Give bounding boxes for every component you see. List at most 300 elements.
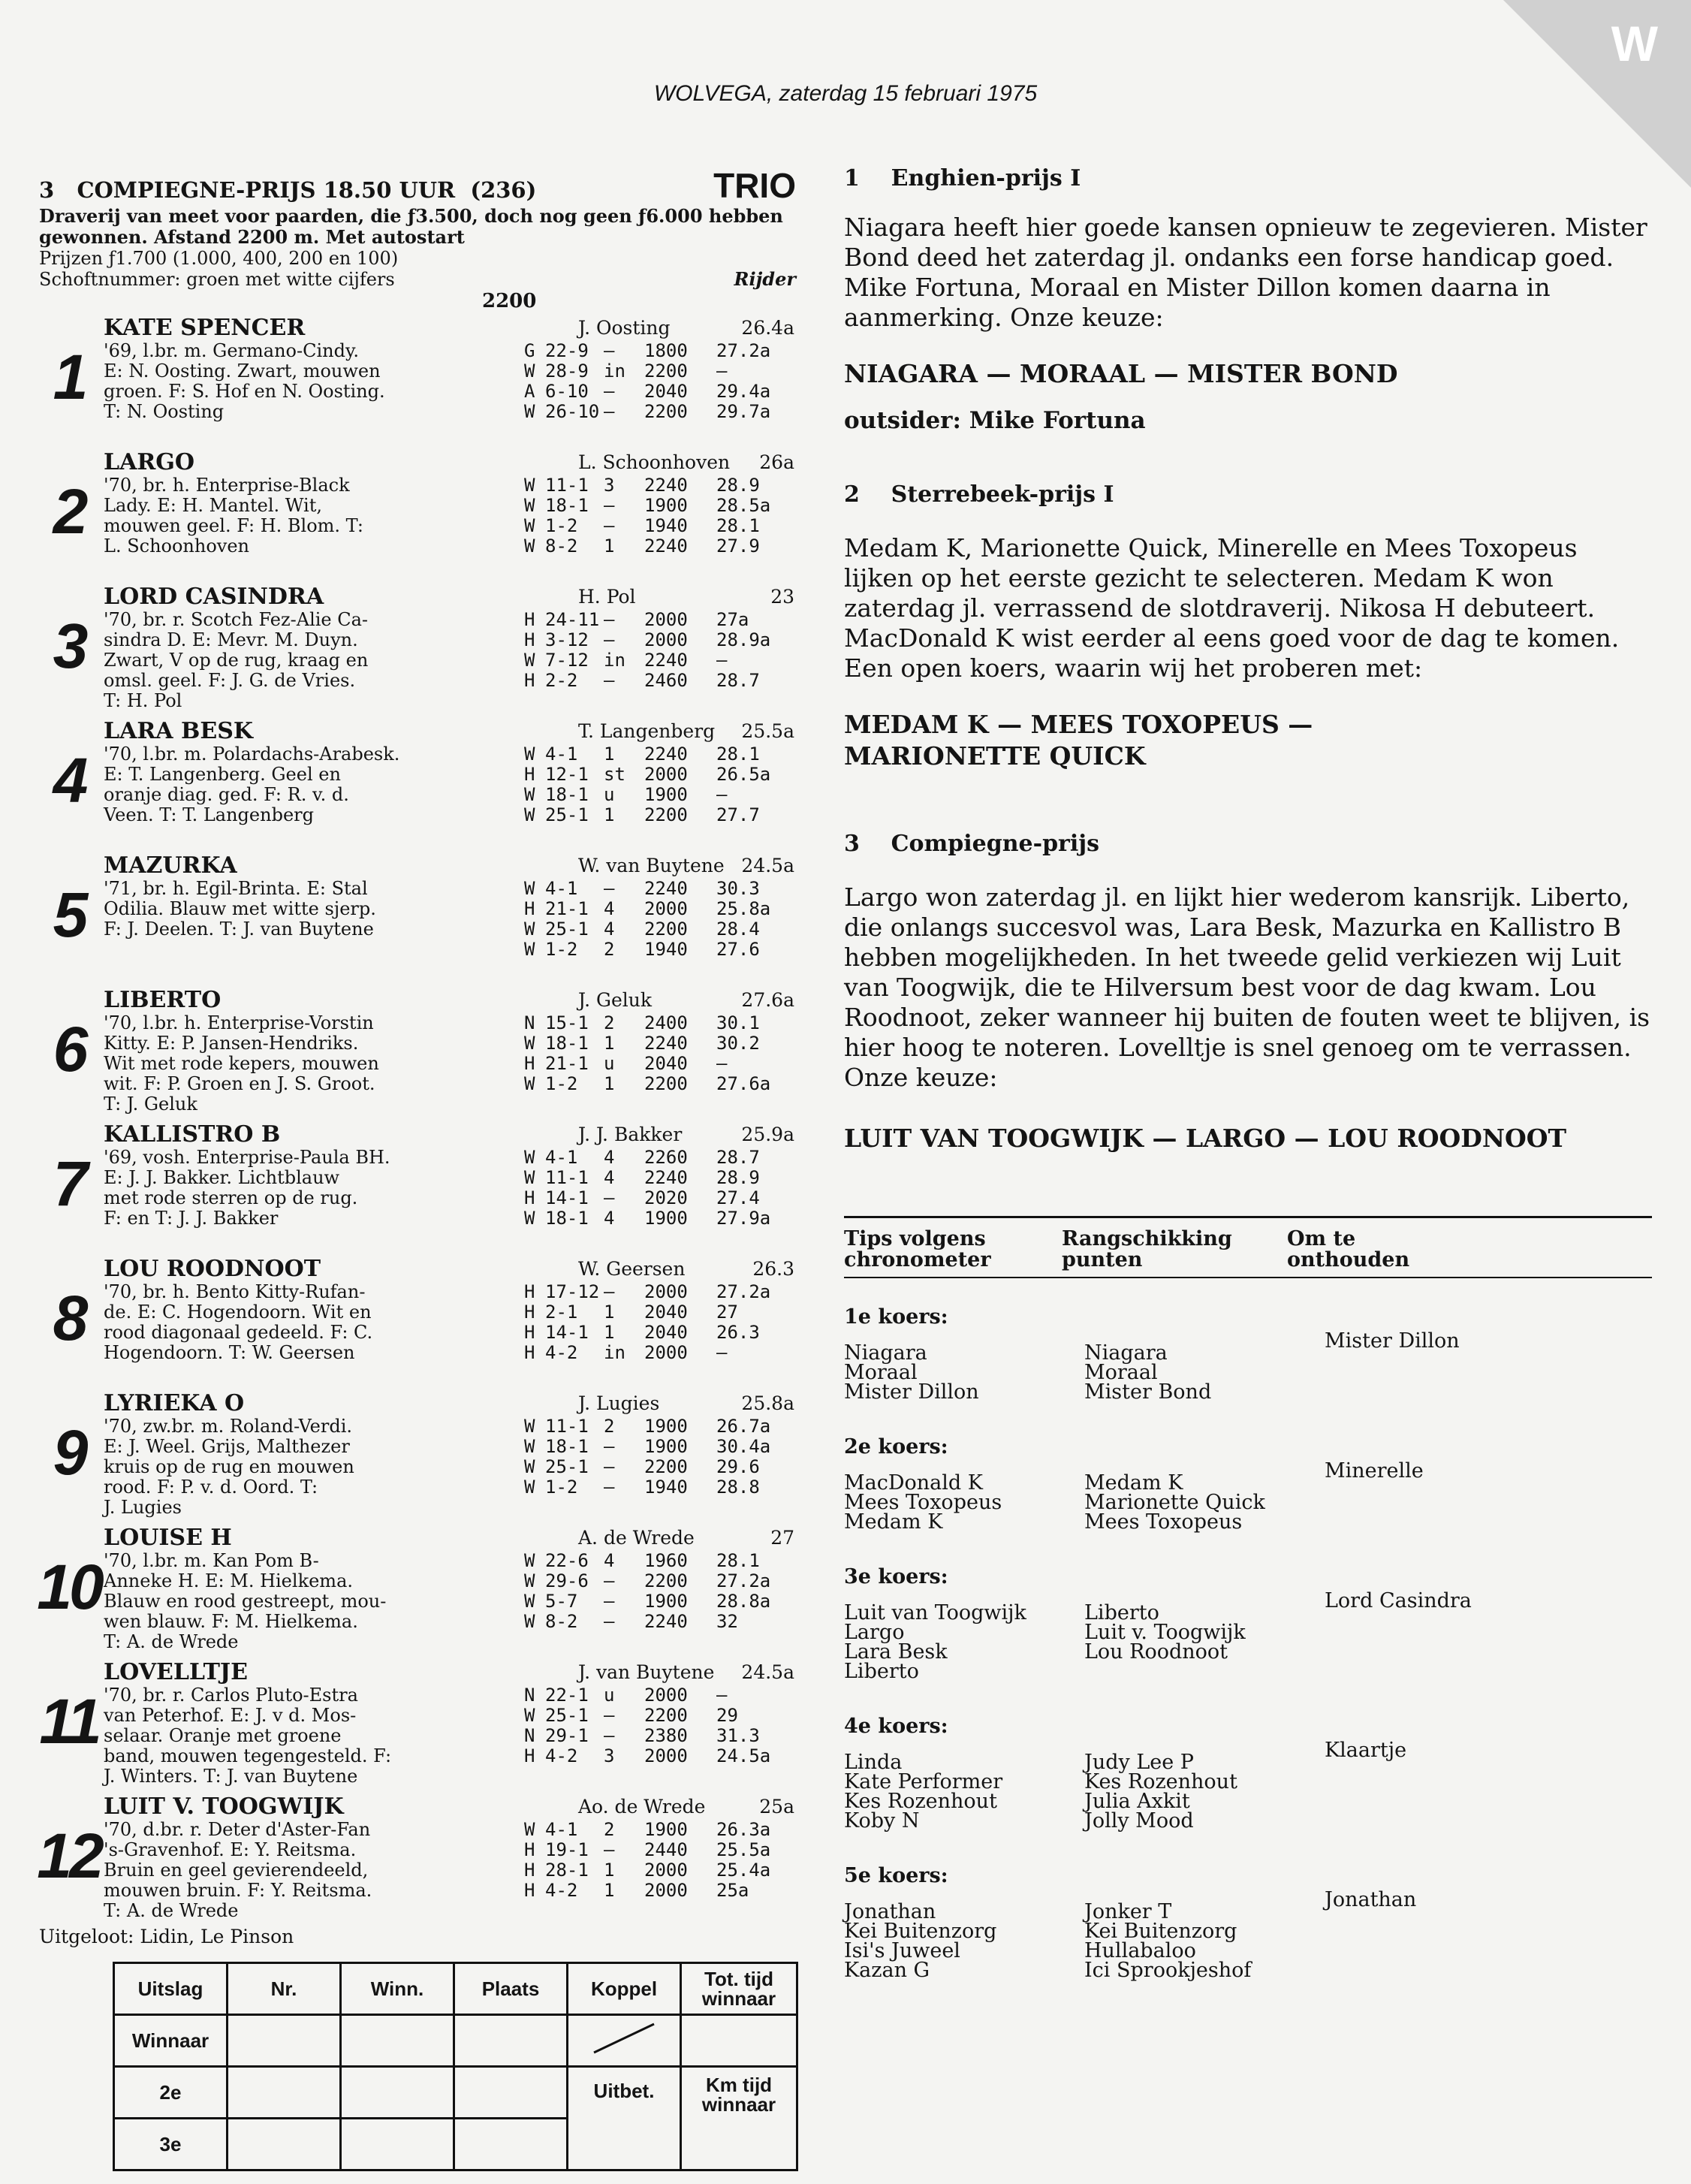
perf-cell: 2-2	[545, 670, 578, 691]
perf-cell: W	[524, 650, 535, 671]
perf-row	[524, 1013, 776, 1033]
perf-row	[524, 1457, 776, 1477]
entry-desc-line: '70, zw.br. m. Roland-Verdi.	[104, 1416, 352, 1437]
perf-cell: W	[524, 1591, 535, 1612]
perf-cell: W	[524, 1073, 535, 1094]
perf-cell: 2440	[644, 1839, 688, 1860]
perf-cell: 11-1	[545, 475, 589, 496]
entry-perf	[524, 1820, 776, 1921]
entry-name: LIBERTO	[104, 987, 222, 1013]
entry-desc	[104, 1820, 524, 1921]
entry-name: LYRIEKA O	[104, 1390, 245, 1416]
koers-punten: Niagara Moraal Mister Bond	[1084, 1341, 1212, 1404]
perf-cell: 28.8a	[716, 1591, 771, 1612]
entry-desc	[104, 341, 524, 422]
koers-punten: Liberto Luit v. Toogwijk Lou Roodnoot	[1084, 1601, 1246, 1664]
perf-cell: 22-9	[545, 340, 589, 361]
perf-cell: 2000	[644, 1745, 688, 1766]
perf-cell: 2020	[644, 1187, 688, 1208]
perf-cell: 1	[604, 1302, 615, 1323]
result-cell[interactable]	[454, 2119, 568, 2170]
perf-cell: 1940	[644, 515, 688, 536]
entry-desc	[104, 1148, 524, 1229]
perf-cell: 27a	[716, 609, 749, 630]
tip-heading: 3 Compiegne-prijs	[844, 831, 1099, 857]
entry-perf	[524, 1685, 776, 1787]
perf-cell: 24.5a	[716, 1745, 771, 1766]
perf-cell: 3	[604, 475, 615, 496]
race-entry	[39, 315, 803, 447]
perf-cell: 28.9	[716, 1167, 760, 1188]
entry-desc	[104, 1416, 524, 1518]
entry-rating: 27	[770, 1527, 794, 1549]
perf-row	[524, 1860, 776, 1881]
perf-cell: W	[524, 784, 535, 805]
entry-number: 11	[39, 1686, 99, 1757]
perf-cell: H	[524, 1342, 535, 1363]
perf-row	[524, 1208, 776, 1229]
entry-number: 12	[37, 1821, 101, 1891]
perf-cell: 2000	[644, 898, 688, 919]
entry-desc-line: band, mouwen tegengesteld. F:	[104, 1745, 392, 1766]
perf-cell: —	[604, 1281, 615, 1302]
perf-cell: 2040	[644, 1322, 688, 1343]
entry-perf	[524, 1013, 776, 1115]
entry-desc-line: '69, vosh. Enterprise-Paula BH.	[104, 1147, 390, 1168]
result-header: Koppel	[568, 1963, 681, 2015]
perf-cell: N	[524, 1012, 535, 1033]
perf-cell: 1	[604, 804, 615, 825]
perf-cell: 1940	[644, 939, 688, 960]
tip-pick: MEDAM K — MEES TOXOPEUS — MARIONETTE QUICK	[844, 710, 1313, 771]
entry-desc-line: Odilia. Blauw met witte sjerp.	[104, 898, 376, 919]
entry-perf	[524, 1148, 776, 1229]
entry-desc-line: rood diagonaal gedeeld. F: C.	[104, 1322, 373, 1343]
perf-cell: —	[604, 1611, 615, 1632]
entry-desc-line: E: N. Oosting. Zwart, mouwen	[104, 360, 381, 382]
entry-desc-line: T: H. Pol	[104, 690, 182, 711]
result-header: Plaats	[454, 1963, 568, 2015]
entry-rating: 25.8a	[741, 1392, 794, 1414]
perf-cell: 2040	[644, 1302, 688, 1323]
perf-cell: 2240	[644, 475, 688, 496]
perf-cell: 26.5a	[716, 764, 771, 785]
perf-cell: 2000	[644, 1281, 688, 1302]
perf-cell: 1900	[644, 784, 688, 805]
tip-pick: LUIT VAN TOOGWIJK — LARGO — LOU ROODNOOT	[844, 1124, 1567, 1153]
entry-desc-line: de. E: C. Hogendoorn. Wit en	[104, 1302, 372, 1323]
perf-cell: 22-6	[545, 1550, 589, 1571]
result-cell[interactable]	[228, 2015, 341, 2067]
perf-cell: W	[524, 1550, 535, 1571]
koers-block	[844, 1864, 1652, 1980]
perf-cell: 1	[604, 1073, 615, 1094]
entry-perf	[524, 610, 776, 711]
entry-desc-line: Kitty. E: P. Jansen-Hendriks.	[104, 1033, 359, 1054]
entry-number: 6	[53, 1014, 86, 1084]
koers-onthouden: Klaartje	[1325, 1739, 1407, 1762]
perf-cell: W	[524, 360, 535, 382]
perf-row	[524, 1188, 776, 1208]
result-cell[interactable]	[454, 2067, 568, 2119]
perf-row	[524, 1881, 776, 1901]
koers-chronometer: Jonathan Kei Buitenzorg Isi's Juweel Kazan G	[844, 1900, 997, 1982]
dateline: WOLVEGA, zaterdag 15 februari 1975	[653, 81, 1038, 106]
perf-cell: 8-2	[545, 535, 578, 557]
slash-mark	[568, 2015, 681, 2067]
entry-desc-line: Veen. T: T. Langenberg	[104, 804, 314, 825]
perf-cell: W	[524, 919, 535, 940]
withdrawn-note: Uitgeloot: Lidin, Le Pinson	[39, 1926, 294, 1947]
perf-cell: 2200	[644, 804, 688, 825]
perf-row	[524, 1685, 776, 1706]
perf-cell: W	[524, 401, 535, 422]
entry-desc-line: '70, br. h. Bento Kitty-Rufan-	[104, 1281, 366, 1302]
perf-row	[524, 382, 776, 402]
race-entry	[39, 1794, 803, 1926]
entry-driver: J. J. Bakker	[578, 1124, 683, 1145]
perf-row	[524, 536, 776, 557]
race-entry	[39, 1525, 803, 1657]
tip-heading: 2 Sterrebeek-prijs I	[844, 481, 1114, 508]
tips-column	[844, 165, 1652, 1980]
perf-cell: —	[604, 670, 615, 691]
perf-cell: 30.1	[716, 1012, 760, 1033]
koers-onthouden: Lord Casindra	[1325, 1589, 1472, 1612]
perf-cell: 2000	[644, 764, 688, 785]
entry-perf	[524, 475, 776, 557]
perf-row	[524, 402, 776, 422]
grid-headings	[844, 1229, 1652, 1271]
perf-cell: 28.7	[716, 670, 760, 691]
entry-desc	[104, 1013, 524, 1115]
entry-desc-line: Lady. E: H. Mantel. Wit,	[104, 495, 322, 516]
tip-text: Largo won zaterdag jl. en lijkt hier wederom kansrijk. Liberto, die onlangs succesvol was, Lara Besk, Mazurka en Kallistro B hebben mogelijkheden. In het tweede gelid verkiezen wij Luit van Toogwijk, die te Hilversum best voor de dag kwam. Lou Roodnoot, zeker wanneer hij buiten de fouten weet te blijven, is hier hoog te noteren. Lovelltje is snel genoeg om te verrassen. Onze keuze:	[844, 882, 1650, 1092]
perf-cell: 21-1	[545, 1053, 589, 1074]
entry-perf	[524, 744, 776, 825]
koers-label: 4e koers:	[844, 1715, 948, 1738]
perf-cell: H	[524, 609, 535, 630]
perf-cell: 4	[604, 919, 615, 940]
perf-cell: 30.2	[716, 1033, 760, 1054]
koers-punten: Medam K Marionette Quick Mees Toxopeus	[1084, 1471, 1265, 1534]
entry-desc-line: kruis op de rug en mouwen	[104, 1456, 354, 1477]
entry-rating: 25.5a	[741, 720, 794, 742]
entry-desc	[104, 879, 524, 960]
result-header: Tot. tijd winnaar	[681, 1963, 797, 2015]
perf-cell: —	[604, 878, 615, 899]
perf-cell: —	[604, 340, 615, 361]
perf-cell: in	[604, 360, 625, 382]
perf-cell: 27.6	[716, 939, 760, 960]
perf-cell: 4-2	[545, 1880, 578, 1901]
perf-cell: 28-9	[545, 360, 589, 382]
perf-row	[524, 1302, 776, 1323]
entry-driver: T. Langenberg	[578, 720, 716, 742]
entry-desc-line: Bruin en geel gevierendeeld,	[104, 1860, 369, 1881]
perf-cell: 1900	[644, 495, 688, 516]
entry-number: 1	[53, 342, 86, 412]
perf-cell: 4-1	[545, 1147, 578, 1168]
perf-cell: 27.4	[716, 1187, 760, 1208]
entry-desc-line: wen blauw. F: M. Hielkema.	[104, 1611, 358, 1632]
result-cell[interactable]	[341, 2067, 454, 2119]
koers-label: 1e koers:	[844, 1305, 948, 1329]
perf-cell: 1900	[644, 1436, 688, 1457]
perf-cell: 26.3a	[716, 1819, 771, 1840]
perf-cell: G	[524, 340, 535, 361]
perf-row	[524, 1148, 776, 1168]
perf-cell: A	[524, 381, 535, 402]
perf-cell: 27.9	[716, 535, 760, 557]
perf-cell: 18-1	[545, 784, 589, 805]
perf-cell: H	[524, 1187, 535, 1208]
perf-cell: 17-12	[545, 1281, 600, 1302]
result-table	[113, 1962, 798, 2171]
entry-rating: 24.5a	[741, 1661, 794, 1683]
entry-driver: W. van Buytene	[578, 855, 725, 876]
perf-cell: W	[524, 535, 535, 557]
perf-cell: 2	[604, 1416, 615, 1437]
perf-cell: 28.7	[716, 1147, 760, 1168]
perf-cell: W	[524, 495, 535, 516]
perf-cell: 1900	[644, 1819, 688, 1840]
koers-block	[844, 1565, 1652, 1682]
result-cell[interactable]	[681, 2015, 797, 2067]
tip-pick: NIAGARA — MORAAL — MISTER BOND	[844, 359, 1398, 388]
perf-cell: 2	[604, 1012, 615, 1033]
race-conditions: Draverij van meet voor paarden, die ƒ3.500, doch nog geen ƒ6.000 hebben gewonnen. Afstand 2200 m. Met autostart	[39, 205, 783, 248]
koers-chronometer: Niagara Moraal Mister Dillon	[844, 1341, 979, 1404]
perf-cell: 28.1	[716, 1550, 760, 1571]
perf-cell: H	[524, 629, 535, 650]
entries-list	[39, 315, 803, 1926]
entry-desc-line: E: J. J. Bakker. Lichtblauw	[104, 1167, 340, 1188]
perf-cell: —	[604, 1477, 615, 1498]
entry-desc-line: '70, l.br. m. Kan Pom B-	[104, 1550, 319, 1571]
entry-number: 5	[53, 879, 86, 950]
perf-cell: 28.5a	[716, 495, 771, 516]
koers-block	[844, 1305, 1652, 1402]
perf-cell: 2040	[644, 1053, 688, 1074]
perf-cell: 29.6	[716, 1456, 760, 1477]
koers-chronometer: MacDonald K Mees Toxopeus Medam K	[844, 1471, 1002, 1534]
entry-number: 2	[53, 476, 86, 547]
koers-block	[844, 1715, 1652, 1831]
perf-cell: 1	[604, 1033, 615, 1054]
perf-cell: W	[524, 1477, 535, 1498]
entry-driver: J. van Buytene	[578, 1661, 715, 1683]
perf-cell: in	[604, 1342, 625, 1363]
entry-desc-line: Anneke H. E: M. Hielkema.	[104, 1570, 354, 1591]
perf-cell: 2000	[644, 1342, 688, 1363]
entry-desc-line: Zwart, V op de rug, kraag en	[104, 650, 369, 671]
perf-cell: 2000	[644, 629, 688, 650]
entry-desc-line: selaar. Oranje met groene	[104, 1725, 342, 1746]
perf-cell: —	[604, 495, 615, 516]
perf-cell: 25-1	[545, 804, 589, 825]
perf-row	[524, 671, 776, 691]
perf-cell: 28-1	[545, 1860, 589, 1881]
perf-cell: 4-2	[545, 1342, 578, 1363]
perf-cell: 4	[604, 1167, 615, 1188]
perf-cell: W	[524, 515, 535, 536]
perf-cell: 26.3	[716, 1322, 760, 1343]
perf-cell: 4	[604, 1147, 615, 1168]
perf-cell: 26-10	[545, 401, 600, 422]
entry-rating: 23	[770, 586, 794, 608]
perf-cell: H	[524, 670, 535, 691]
perf-cell: 28.1	[716, 515, 760, 536]
result-cell[interactable]	[341, 2119, 454, 2170]
perf-cell: W	[524, 878, 535, 899]
trio-label: TRIO	[713, 166, 796, 205]
perf-row	[524, 1343, 776, 1363]
corner-letter: W	[1611, 16, 1658, 71]
perf-cell: H	[524, 1880, 535, 1901]
entry-desc	[104, 1282, 524, 1363]
perf-cell: 1-2	[545, 1073, 578, 1094]
entry-desc-line: oranje diag. ged. F: R. v. d.	[104, 784, 349, 805]
entry-driver: L. Schoonhoven	[578, 451, 731, 473]
perf-cell: 2040	[644, 381, 688, 402]
result-cell[interactable]	[341, 2015, 454, 2067]
perf-cell: 27.6a	[716, 1073, 771, 1094]
entry-desc-line: wit. F: P. Groen en J. S. Groot.	[104, 1073, 375, 1094]
koers-label: 3e koers:	[844, 1565, 948, 1588]
entry-desc-line: '70, br. r. Carlos Pluto-Estra	[104, 1685, 358, 1706]
race-card	[39, 165, 803, 1947]
perf-row	[524, 1591, 776, 1612]
grid-heading-onthouden: Om te onthouden	[1287, 1227, 1410, 1271]
divider	[844, 1216, 1652, 1218]
perf-cell: 2240	[644, 650, 688, 671]
perf-row	[524, 475, 776, 496]
perf-row	[524, 650, 776, 671]
grid-heading-chronometer: Tips volgens chronometer	[844, 1227, 991, 1271]
perf-cell: 2000	[644, 609, 688, 630]
entry-desc-line: mouwen bruin. F: Y. Reitsma.	[104, 1880, 372, 1901]
tip-text: Medam K, Marionette Quick, Minerelle en Mees Toxopeus lijken op het eerste gezicht te selecteren. Medam K won zaterdag jl. verrassend de slotdraverij. Nikosa H debuteert. MacDonald K wist eerder al eens goed voor de dag te komen. Een open koers, waarin wij het proberen met:	[844, 533, 1620, 683]
perf-cell: 2240	[644, 1167, 688, 1188]
perf-cell: 29-6	[545, 1570, 589, 1591]
result-cell[interactable]	[228, 2067, 341, 2119]
perf-cell: H	[524, 1281, 535, 1302]
perf-row	[524, 805, 776, 825]
perf-cell: 27.2a	[716, 1570, 771, 1591]
entry-number: 8	[53, 1283, 86, 1353]
perf-row	[524, 1820, 776, 1840]
perf-cell: —	[716, 784, 728, 805]
perf-cell: 2200	[644, 360, 688, 382]
perf-cell: 26.7a	[716, 1416, 771, 1437]
koers-chronometer: Luit van Toogwijk Largo Lara Besk Liberto	[844, 1601, 1026, 1683]
perf-cell: W	[524, 804, 535, 825]
divider	[844, 1277, 1652, 1278]
perf-cell: —	[716, 1342, 728, 1363]
perf-cell: 24-11	[545, 609, 600, 630]
perf-cell: st	[604, 764, 625, 785]
perf-cell: 29-1	[545, 1725, 589, 1746]
entry-desc-line: E: J. Weel. Grijs, Malthezer	[104, 1436, 350, 1457]
perf-row	[524, 1746, 776, 1766]
race-entry	[39, 1122, 803, 1253]
race-title: 3 COMPIEGNE-PRIJS 18.50 UUR (236)	[39, 177, 537, 203]
entry-desc-line: T: J. Geluk	[104, 1094, 197, 1115]
perf-cell: —	[604, 1456, 615, 1477]
entry-desc-line: T: N. Oosting	[104, 401, 225, 422]
perf-cell: W	[524, 1611, 535, 1632]
entry-perf	[524, 1551, 776, 1652]
entry-name: LUIT V. TOOGWIJK	[104, 1793, 344, 1820]
perf-cell: 2240	[644, 535, 688, 557]
race-entry	[39, 584, 803, 716]
perf-cell: 4-1	[545, 1819, 578, 1840]
entry-desc-line: '70, d.br. r. Deter d'Aster-Fan	[104, 1819, 371, 1840]
entry-desc-line: J. Lugies	[104, 1497, 182, 1518]
perf-cell: 1	[604, 1322, 615, 1343]
perf-cell: H	[524, 1053, 535, 1074]
perf-cell: 1940	[644, 1477, 688, 1498]
koers-label: 5e koers:	[844, 1864, 948, 1887]
entry-name: LOVELLTJE	[104, 1659, 248, 1685]
entry-desc-line: '70, l.br. h. Enterprise-Vorstin	[104, 1012, 374, 1033]
perf-cell: 2	[604, 1819, 615, 1840]
entry-perf	[524, 1282, 776, 1363]
perf-cell: H	[524, 764, 535, 785]
perf-cell: —	[604, 401, 615, 422]
entry-name: KALLISTRO B	[104, 1121, 281, 1148]
perf-cell: 29.7a	[716, 401, 771, 422]
perf-cell: 3-12	[545, 629, 589, 650]
perf-row	[524, 1054, 776, 1074]
perf-row	[524, 785, 776, 805]
cloth-colors: Schoftnummer: groen met witte cijfers	[39, 269, 395, 290]
entry-name: LARGO	[104, 449, 195, 475]
perf-cell: —	[716, 1053, 728, 1074]
perf-cell: 15-1	[545, 1012, 589, 1033]
perf-cell: H	[524, 1839, 535, 1860]
perf-cell: in	[604, 650, 625, 671]
perf-cell: 2380	[644, 1725, 688, 1746]
perf-cell: 4	[604, 898, 615, 919]
entry-name: MAZURKA	[104, 852, 237, 879]
perf-cell: W	[524, 1416, 535, 1437]
perf-cell: W	[524, 1456, 535, 1477]
race-prizes: Prijzen ƒ1.700 (1.000, 400, 200 en 100)	[39, 248, 399, 269]
perf-cell: 1800	[644, 340, 688, 361]
perf-cell: 28.9	[716, 475, 760, 496]
perf-cell: 25-1	[545, 919, 589, 940]
result-cell[interactable]	[454, 2015, 568, 2067]
perf-row	[524, 1437, 776, 1457]
perf-cell: 27	[716, 1302, 738, 1323]
result-cell[interactable]	[228, 2119, 341, 2170]
entry-rating: 27.6a	[741, 989, 794, 1011]
perf-row	[524, 899, 776, 919]
entry-driver: H. Pol	[578, 586, 636, 608]
perf-cell: —	[716, 650, 728, 671]
perf-cell: —	[716, 360, 728, 382]
perf-cell: 11-1	[545, 1167, 589, 1188]
perf-row	[524, 919, 776, 940]
tip-text: Niagara heeft hier goede kansen opnieuw te zegevieren. Mister Bond deed het zaterdag jl. ondanks een forse handicap goed. Mike Fortuna, Moraal en Mister Dillon komen daarna in aanmerking. Onze keuze:	[844, 213, 1647, 332]
entry-name: LARA BESK	[104, 718, 253, 744]
perf-row	[524, 765, 776, 785]
grid-heading-punten: Rangschikking punten	[1062, 1227, 1232, 1271]
entry-desc-line: '69, l.br. m. Germano-Cindy.	[104, 340, 359, 361]
entry-perf	[524, 879, 776, 960]
